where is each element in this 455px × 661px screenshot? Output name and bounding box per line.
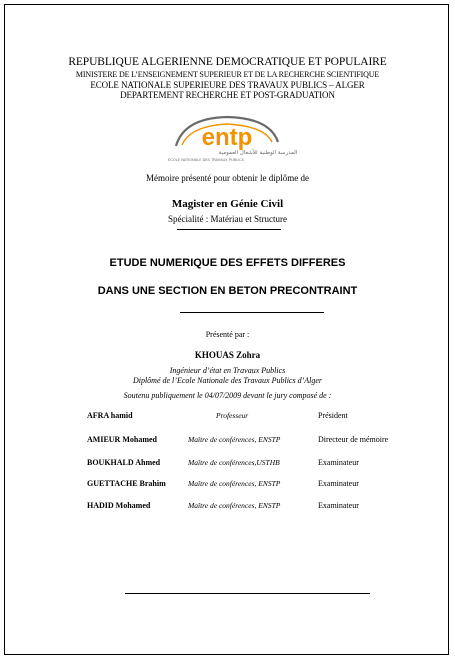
jury-grade: Professeur <box>216 411 249 420</box>
entp-logo-graphic <box>168 112 298 164</box>
divider-rule <box>177 229 281 230</box>
thesis-title-line1: ETUDE NUMERIQUE DES EFFETS DIFFERES <box>109 257 346 269</box>
jury-grade: Maître de conférences, ENSTP <box>188 479 281 488</box>
jury-name: HADID Mohamed <box>87 501 151 510</box>
header-republic: REPUBLIQUE ALGERIENNE DEMOCRATIQUE ET POPULAIRE <box>68 56 387 68</box>
jury-row <box>5 458 450 472</box>
author-name: KHOUAS Zohra <box>194 350 261 360</box>
jury-row <box>5 411 450 425</box>
jury-name: GUETTACHE Brahim <box>87 479 166 488</box>
author-degree: Ingénieur d’état en Travaux Publics <box>169 366 286 375</box>
jury-grade: Maître de conférences, ENSTP <box>188 501 281 510</box>
logo-arabic: المدرسة الوطنية للأشغال العمومية <box>218 150 298 156</box>
presented-by-label: Présenté par : <box>205 330 250 339</box>
specialty: Spécialité : Matériau et Structure <box>168 214 287 224</box>
divider-rule <box>180 312 324 313</box>
jury-grade: Maître de conférences, ENSTP <box>188 435 281 444</box>
jury-name: BOUKHALD Ahmed <box>87 458 161 467</box>
logo-tagline: ECOLE NATIONALE DES TRAVAUX PUBLICS <box>168 158 244 162</box>
logo-wordmark: entp <box>201 124 253 151</box>
jury-role: Président <box>318 411 348 420</box>
jury-row <box>5 435 450 449</box>
bottom-rule <box>125 593 370 594</box>
thesis-title-line2: DANS UNE SECTION EN BETON PRECONTRAINT <box>97 285 358 297</box>
degree-title: Magister en Génie Civil <box>171 198 284 210</box>
jury-role: Examinateur <box>318 458 359 467</box>
jury-role: Examinateur <box>318 479 359 488</box>
jury-grade: Maître de conférences,USTHB <box>188 458 280 467</box>
jury-name: AFRA hamid <box>87 411 133 420</box>
header-school: ECOLE NATIONALE SUPERIEURE DES TRAVAUX PUBLICS – ALGER <box>90 80 365 90</box>
document-page <box>4 4 449 655</box>
memoire-line: Mémoire présenté pour obtenir le diplôme de <box>146 173 309 183</box>
jury-name: AMIEUR Mohamed <box>87 435 157 444</box>
jury-row <box>5 501 450 515</box>
header-department: DEPARTEMENT RECHERCHE ET POST-GRADUATION <box>120 90 335 100</box>
jury-role: Examinateur <box>318 501 359 510</box>
defense-statement: Soutenu publiquement le 04/07/2009 devant le jury composé de : <box>123 391 332 400</box>
entp-logo <box>168 112 298 164</box>
jury-role: Directeur de mémoire <box>318 435 389 444</box>
jury-row <box>5 479 450 493</box>
author-diploma: Diplômé de l’Ecole Nationale des Travaux Publics d’Alger <box>132 376 323 385</box>
header-ministry: MINISTERE DE L’ENSEIGNEMENT SUPERIEUR ET DE LA RECHERCHE SCIENTIFIQUE <box>75 70 380 79</box>
